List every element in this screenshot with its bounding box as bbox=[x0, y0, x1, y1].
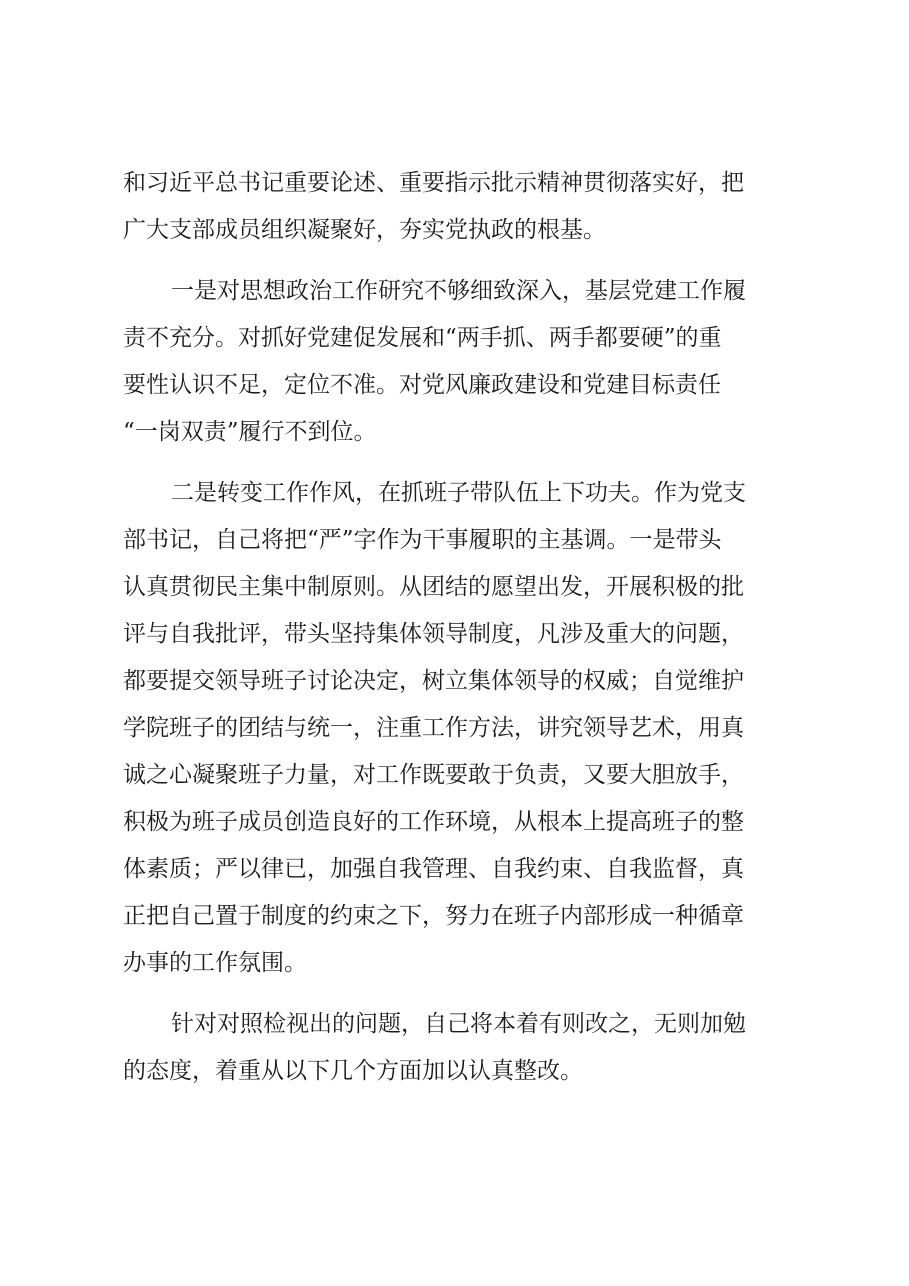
text-line: 责不充分。对抓好党建促发展和“两手抓、两手都要硬”的重 bbox=[123, 325, 722, 351]
text-line: 正把自己置于制度的约束之下，努力在班子内部形成一种循章 bbox=[123, 903, 744, 929]
paragraph bbox=[123, 268, 783, 456]
text-line: 都要提交领导班子讨论决定，树立集体领导的权威；自觉维护 bbox=[123, 668, 744, 694]
text-line: 二是转变工作作风，在抓班子带队伍上下功夫。作为党支 bbox=[171, 480, 746, 506]
text-line: 和习近平总书记重要论述、重要指示批示精神贯彻落实好，把 bbox=[123, 170, 744, 196]
text-line: 评与自我批评，带头坚持集体领导制度，凡涉及重大的问题， bbox=[123, 621, 744, 647]
text-line: 办事的工作氛围。 bbox=[123, 950, 307, 976]
text-line: 一是对思想政治工作研究不够细致深入，基层党建工作履 bbox=[171, 278, 746, 304]
text-line: 积极为班子成员创造良好的工作环境，从根本上提高班子的整 bbox=[123, 809, 744, 835]
document-body bbox=[123, 160, 783, 1095]
text-line: 广大支部成员组织凝聚好，夯实党执政的根基。 bbox=[123, 217, 606, 243]
paragraph bbox=[123, 160, 783, 254]
text-line: 学院班子的团结与统一，注重工作方法，讲究领导艺术，用真 bbox=[123, 715, 744, 741]
text-line: 针对对照检视出的问题，自己将本着有则改之，无则加勉 bbox=[171, 1011, 746, 1037]
text-line: 部书记，自己将把“严”字作为干事履职的主基调。一是带头 bbox=[123, 527, 722, 553]
text-line: 的态度，着重从以下几个方面加以认真整改。 bbox=[123, 1058, 583, 1084]
paragraph bbox=[123, 1001, 783, 1095]
paragraph bbox=[123, 470, 783, 987]
text-line: 认真贯彻民主集中制原则。从团结的愿望出发，开展积极的批 bbox=[123, 574, 744, 600]
text-line: 要性认识不足，定位不准。对党风廉政建设和党建目标责任 bbox=[123, 372, 721, 398]
text-line: “一岗双责”履行不到位。 bbox=[123, 419, 377, 445]
text-line: 诚之心凝聚班子力量，对工作既要敢于负责，又要大胆放手， bbox=[123, 762, 744, 788]
text-line: 体素质；严以律已，加强自我管理、自我约束、自我监督，真 bbox=[123, 856, 744, 882]
